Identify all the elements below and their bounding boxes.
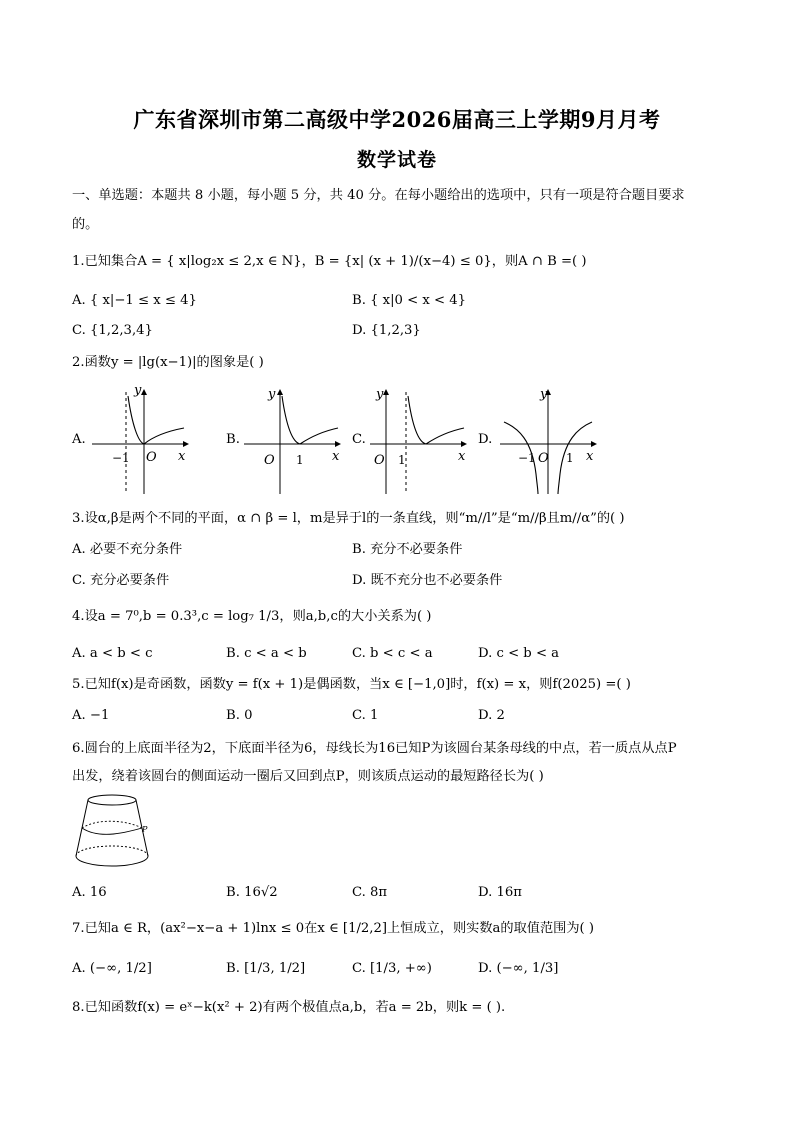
tick-neg-one: −1 [518,451,536,465]
tick-one: 1 [296,453,304,467]
y-label: y [540,387,548,402]
section-heading-line2: 的。 [72,217,99,232]
q5-stem: 5.已知f(x)是奇函数，函数y = f(x + 1)是偶函数，当x ∈ [−1,0]时，f(x) = x，则f(2025) =( ) [72,677,631,692]
curve [282,396,338,444]
q3-option-b: B. 充分不必要条件 [352,542,463,557]
exam-title: 广东省深圳市第二高级中学2026届高三上学期9月月考 [133,107,661,132]
q3-stem: 3.设α,β是两个不同的平面，α ∩ β = l，m是异于l的一条直线，则“m//l”是“m//β且m//α”的( ) [72,511,625,526]
q6-stem-line2: 出发，绕着该圆台的侧面运动一圈后又回到点P，则该质点运动的最短路径长为( ) [72,769,544,784]
q1-stem: 1.已知集合A = { x|log₂x ≤ 2,x ∈ N}，B = {x| (x + 1)/(x−4) ≤ 0}，则A ∩ B =( ) [72,254,587,269]
q3-option-a: A. 必要不充分条件 [72,542,183,557]
bottom-arc-front [76,856,148,866]
q7-option-a: A. (−∞, 1/2] [72,961,152,976]
y-label: y [134,384,142,398]
tick-one: 1 [566,451,574,465]
x-label: x [178,449,186,464]
q1-option-b: B. { x|0 < x < 4} [352,293,467,308]
q4-option-a: A. a < b < c [72,646,153,661]
q6-stem-line1: 6.圆台的上底面半径为2，下底面半径为6，母线长为16已知P为该圆台某条母线的中点，若一质点从点P [72,741,677,756]
x-label: x [458,449,466,464]
q4-stem: 4.设a = 7⁰,b = 0.3³,c = log₇ 1/3，则a,b,c的大小关系为( ) [72,609,432,624]
path-curve [82,828,142,834]
q2-option-b: B. [226,432,240,447]
x-label: x [332,449,340,464]
top-ellipse [88,795,136,805]
q1-option-a: A. { x|−1 ≤ x ≤ 4} [72,293,197,308]
q3-option-d: D. 既不充分也不必要条件 [352,573,503,588]
q2-graph-d [496,384,600,496]
q7-option-d: D. (−∞, 1/3] [478,961,559,976]
q2-option-c: C. [352,432,366,447]
q6-option-c: C. 8π [352,885,388,900]
exam-subtitle: 数学试卷 [356,149,437,171]
q4-option-b: B. c < a < b [226,646,307,661]
q2-graph-a [88,384,192,496]
tick-neg-one: −1 [112,451,130,465]
q2-graph-b [240,384,344,496]
origin-label: O [146,450,157,465]
point-p-label: P [142,825,148,834]
q6-option-d: D. 16π [478,885,522,900]
y-label: y [376,387,384,402]
q2-option-d: D. [478,432,493,447]
bottom-arc-back [76,846,148,856]
q7-option-b: B. [1/3, 1/2] [226,961,306,976]
q5-option-a: A. −1 [72,708,110,723]
q6-option-a: A. 16 [72,885,107,900]
q7-option-c: C. [1/3, +∞) [352,961,432,976]
q6-option-b: B. 16√2 [226,885,278,900]
section-heading-line1: 一、单选题：本题共 8 小题，每小题 5 分，共 40 分。在每小题给出的选项中，只有一项是符合题目要求 [72,188,685,203]
y-label: y [268,387,276,402]
q1-option-c: C. {1,2,3,4} [72,323,153,338]
x-label: x [586,449,594,464]
curve [408,396,464,444]
origin-label: O [374,453,385,468]
curve [128,396,184,444]
q2-stem: 2.函数y = |lg(x−1)|的图象是( ) [72,355,264,370]
q5-option-c: C. 1 [352,708,379,723]
tick-one: 1 [398,453,406,467]
q8-stem: 8.已知函数f(x) = eˣ−k(x² + 2)有两个极值点a,b，若a = 2b，则k = ( ). [72,1000,506,1015]
origin-label: O [264,453,275,468]
q5-option-d: D. 2 [478,708,505,723]
q2-graph-c [366,384,470,496]
q4-option-d: D. c < b < a [478,646,560,661]
path-curve-back [82,821,142,828]
q4-option-c: C. b < c < a [352,646,433,661]
origin-label: O [538,451,549,466]
q3-option-c: C. 充分必要条件 [72,573,170,588]
q1-option-d: D. {1,2,3} [352,323,421,338]
q2-option-a: A. [72,432,86,447]
q7-stem: 7.已知a ∈ R，(ax²−x−a + 1)lnx ≤ 0在x ∈ [1/2,2]上恒成立，则实数a的取值范围为( ) [72,921,594,936]
q5-option-b: B. 0 [226,708,253,723]
q6-frustum-figure [70,792,154,876]
